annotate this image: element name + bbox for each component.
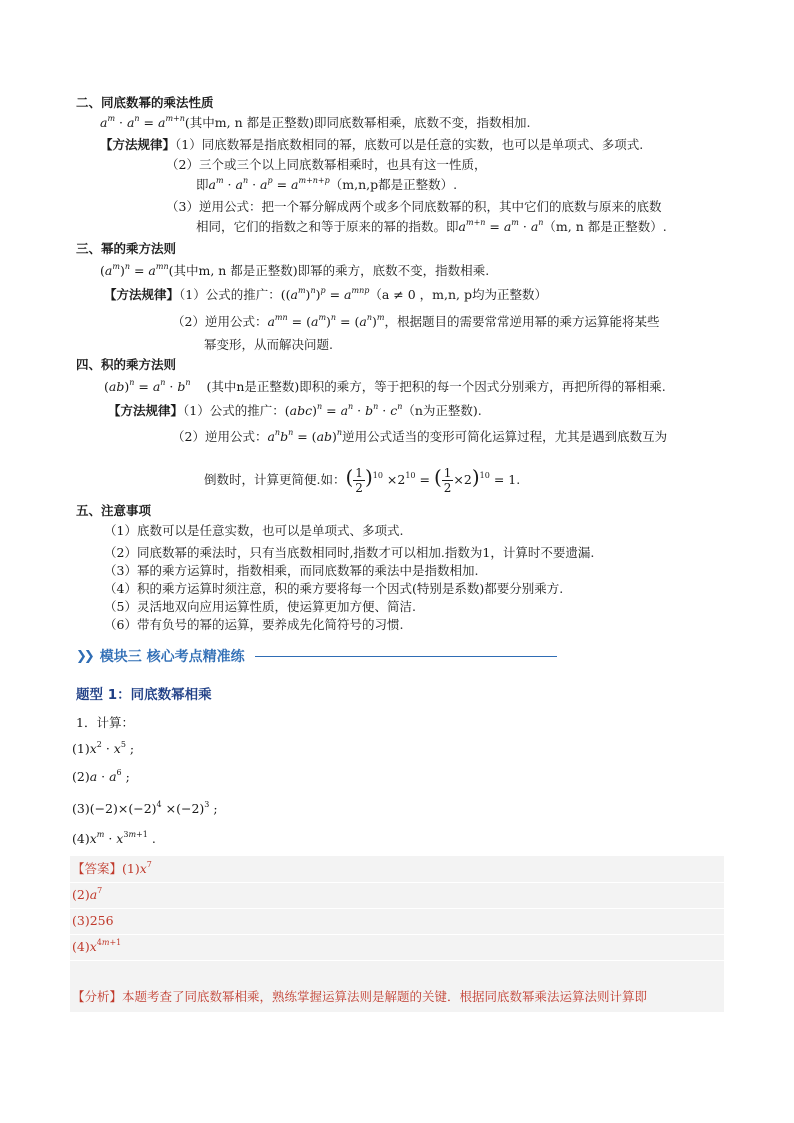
question-part-3: $(3)(-2)\times(-2)^4 \times(-2)^3$ ; [72,799,218,816]
s2-rule-tag: 【方法规律】 [100,137,176,152]
answer-row-divider [70,960,724,961]
answer-2: $(2)a^7$ [72,885,103,902]
analysis-tag: 【分析】 [72,989,123,1004]
s2-rule3b-post: （m, n 都是正整数）. [543,219,667,234]
s2-rule1-text: （1）同底数幂是指底数相同的幂，底数可以是任意的实数，也可以是单项式、多项式. [175,137,644,152]
s2-rule2b: 即$a^m \cdot a^n \cdot a^p = a^{m+n+p}(m,n,p$都是正整数）. [196,175,458,192]
s3-rule1: 【方法规律】（1）公式的推广：$((a^m)^n)^p = a^{mnp}(a \ne 0$ ，m,n, p均为正整数） [104,285,547,302]
s3-formula: $(a^m)^n = a^{mn}$(其中m, n 都是正整数)即幂的乘方，底数不变，指数相乘. [100,261,490,278]
s5-item: （3）幂的乘方运算时，指数相乘，而同底数幂的乘法中是指数相加. [104,563,479,578]
s3-rule1-post: （a ≠ 0 ，m,n, p均为正整数） [369,287,547,302]
s5-item: （2）同底数幂的乘法时，只有当底数相同时,指数才可以相加.指数为1，计算时不要遗漏. [104,545,595,560]
s4-formula: $(ab)^n = a^n \cdot b^n$ (其中n是正整数)即积的乘方，等于把积的每一个因式分别乘方，再把所得的幂相乘. [104,377,666,394]
answer-4: $(4)x^{4m+1}$ [72,937,122,954]
module-title: 模块三 核心考点精准练 [99,649,245,665]
answer-row-divider [70,908,724,909]
s2-rule2b-pre: 即 [196,177,209,192]
section-2-title: 二、同底数幂的乘法性质 [76,95,214,110]
question-type-title: 题型 1：同底数幂相乘 [76,687,212,703]
answer-row-divider [70,934,724,935]
s5-item: （4）积的乘方运算时须注意，积的乘方要将每一个因式(特别是系数)都要分别乘方. [104,581,564,596]
s3-rule2b: 幂变形，从而解决问题. [204,337,333,352]
s4-rule-tag: 【方法规律】 [108,403,184,418]
s2-rule3a: （3）逆用公式：把一个幂分解成两个或多个同底数幂的积，其中它们的底数与原来的底数 [166,199,662,214]
s2-rule3b: 相同，它们的指数之和等于原来的幂的指数。即$a^{m+n} = a^m \cdot a^n(m$, n 都是正整数）. [196,217,667,234]
s4-rule2b: 倒数时，计算更简便.如：( $\frac{1}{2}$ )$^{10} \times 2^{10}$ = ( $\frac{1}{2}$ ×2)$^{10}$ = 1. [204,465,521,495]
s4-rule2: （2）逆用公式：$a^nb^n = (ab)^n$逆用公式适当的变形可简化运算过程，尤其是遇到底数互为 [172,427,668,444]
s4-rule2-post: 逆用公式适当的变形可简化运算过程，尤其是遇到底数互为 [342,429,668,444]
s2-rule1 [100,136,643,154]
fraction-one-half-b: $\frac{1}{2}$ [443,466,452,495]
s3-rule-tag: 【方法规律】 [104,287,180,302]
s3-rule2-pre: （2）逆用公式： [172,314,268,329]
s4-formula-text: (其中n是正整数)即积的乘方，等于把积的每一个因式分别乘方，再把所得的幂相乘. [206,379,666,394]
s4-rule2b-pre: 倒数时，计算更简便.如： [204,472,346,487]
s3-rule2-post: ，根据题目的需要常常逆用幂的乘方运算能将某些 [384,314,660,329]
analysis [72,988,647,1006]
s4-rule1: 【方法规律】（1）公式的推广：$(abc)^n = a^n \cdot b^n \cdot c^n(n$为正整数). [108,401,482,418]
s4-rule1-pre: （1）公式的推广： [183,403,285,418]
s5-item: （5）灵活地双向应用运算性质，使运算更加方便、简洁. [104,599,416,614]
answer-3: (3)256 [72,913,114,928]
question-part-1: $(1)x^2 \cdot x^5$ ; [72,739,135,756]
analysis-text: 本题考查了同底数幂相乘，熟练掌握运算法则是解题的关键．根据同底数幂乘法运算法则计算即 [122,989,648,1004]
s2-rule2a: （2）三个或三个以上同底数幂相乘时，也具有这一性质， [166,157,487,172]
s5-item: （6）带有负号的幂的运算，要养成先化简符号的习惯. [104,617,404,632]
s5-item: （1）底数可以是任意实数，也可以是单项式、多项式. [104,523,404,538]
section-3-title: 三、幂的乘方法则 [76,241,177,256]
s4-rule1-post: （n为正整数). [402,403,482,418]
s2-rule3b-text: 相同，它们的指数之和等于原来的幂的指数。即 [196,219,459,234]
s2-formula-text: (其中m, n 都是正整数)即同底数幂相乘，底数不变，指数相加. [184,115,531,130]
fraction-one-half: $\frac{1}{2}$ [355,466,363,495]
s3-rule2: （2）逆用公式：$a^{mn} = (a^m)^n = (a^n)^m$，根据题目的需要常常逆用幂的乘方运算能将某些 [172,312,660,329]
s3-rule1-pre: （1）公式的推广： [179,287,281,302]
answer-1: 【答案】$(1)x^7$ [72,859,152,876]
module-divider [255,656,557,657]
question-stem: 1．计算： [76,715,134,730]
question-part-4: $(4)x^m \cdot x^{3m+1}$ . [72,829,156,846]
s2-rule2b-post: （m,n,p都是正整数）. [329,177,458,192]
module-header [76,646,557,666]
section-4-title: 四、积的乘方法则 [76,357,177,372]
double-chevron-icon: ❯❯ [76,648,92,664]
s2-formula: $a^m \cdot a^n = a^{m+n}$(其中m, n 都是正整数)即同底数幂相乘，底数不变，指数相加. [100,113,531,130]
s4-rule2-pre: （2）逆用公式： [172,429,268,444]
section-5-title: 五、注意事项 [76,503,152,518]
answer-row-divider [70,882,724,883]
s3-formula-text: (其中m, n 都是正整数)即幂的乘方，底数不变，指数相乘. [168,263,490,278]
question-part-2: $(2)a \cdot a^6$ ; [72,767,130,784]
answer-tag: 【答案】 [72,861,123,876]
